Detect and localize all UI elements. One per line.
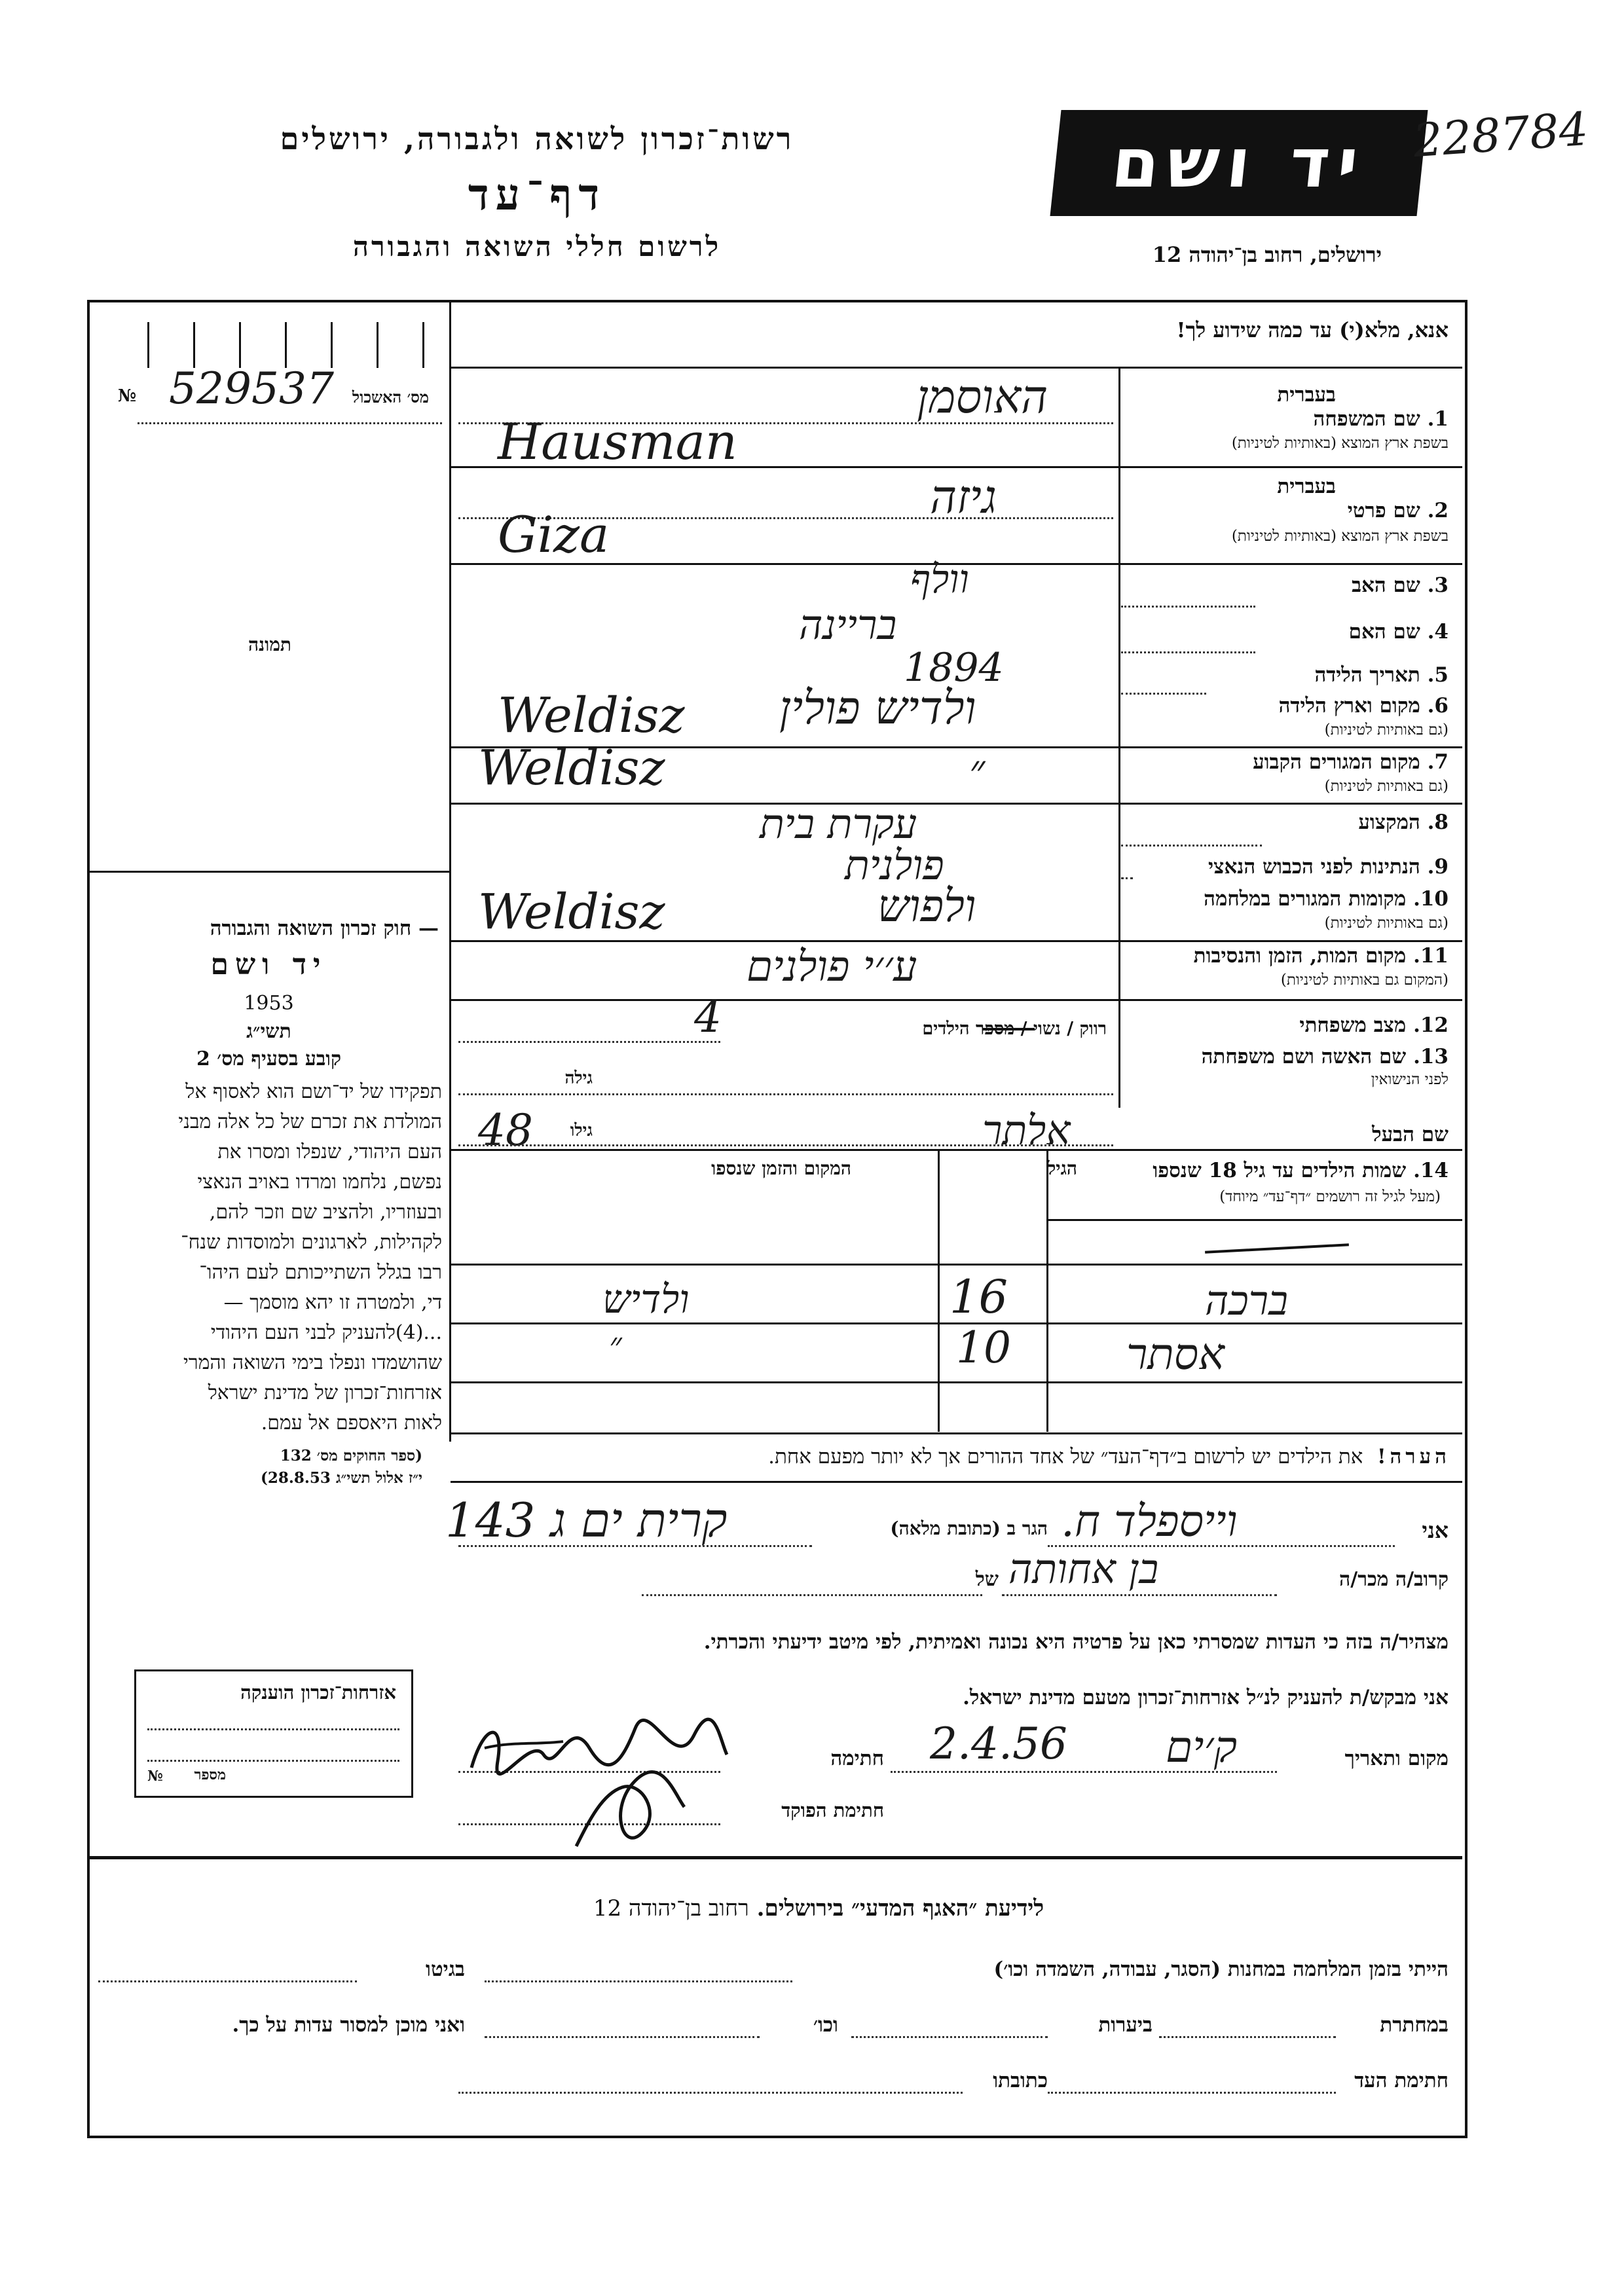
field-6-sub: (גם באותיות לטיניות) bbox=[1324, 721, 1449, 738]
law-year-heb: תשי״ג bbox=[246, 1020, 291, 1043]
field-6-latin-value: Weldisz bbox=[498, 687, 685, 744]
law-line-6: לקהילות, לארגונים ולמוסדות שנח־ bbox=[181, 1231, 442, 1254]
field-12-label-text: מצב משפחתי bbox=[1299, 1013, 1407, 1037]
field-4-label bbox=[1349, 620, 1449, 644]
law-paragraph bbox=[98, 1077, 442, 1438]
note bbox=[768, 1445, 1450, 1468]
law-year-greg: 1953 bbox=[244, 992, 294, 1015]
children-row-1 bbox=[451, 1264, 1462, 1266]
field-8-label bbox=[1358, 811, 1449, 834]
decl-resides-value: קרית ים ג 143 bbox=[445, 1493, 728, 1548]
children-row-3 bbox=[451, 1381, 1462, 1383]
field-12-line bbox=[458, 1041, 720, 1043]
footer-heading-address: רחוב בן־יהודה 12 bbox=[593, 1895, 749, 1922]
footer-line2-c: וכו׳ bbox=[813, 2013, 838, 2037]
law-line-10: שהושמדו ונפלו בימי השואה והמרי bbox=[183, 1351, 442, 1374]
child-2-place: ולדיש bbox=[602, 1277, 690, 1322]
field-1-num: 1. bbox=[1427, 407, 1449, 431]
field-10-label-text: מקומות המגורים במלחמה bbox=[1204, 887, 1407, 911]
child-3-name: אסתר bbox=[1126, 1329, 1225, 1379]
children-col-divider-1 bbox=[938, 1150, 940, 1432]
file-number-label: מס׳ האשכול bbox=[352, 388, 429, 407]
note-bottom bbox=[451, 1481, 1462, 1483]
field-9-label bbox=[1208, 855, 1449, 879]
decl-resides-line bbox=[458, 1545, 812, 1547]
footer-heading bbox=[458, 1895, 1179, 1922]
note-label: הערה! bbox=[1376, 1445, 1450, 1468]
field-2-label bbox=[1348, 499, 1449, 522]
decl-official-signature-label: חתימת הפוקד bbox=[781, 1799, 884, 1821]
field-4-label-text: שם האם bbox=[1348, 620, 1420, 644]
decl-i-label: אני bbox=[1422, 1518, 1449, 1543]
field-12-strike bbox=[982, 1028, 1035, 1030]
child-2-name: ברכה bbox=[1205, 1277, 1288, 1324]
photo-label: תמונה bbox=[248, 634, 291, 655]
law-line-9: ...(4)להעניק לבני העם היהודי bbox=[210, 1321, 442, 1344]
decl-relation-label: קרוב/ה מכר/ה bbox=[1339, 1568, 1449, 1591]
children-title-text: שמות הילדים עד גיל 18 שנספו bbox=[1153, 1159, 1407, 1182]
decl-place-line bbox=[891, 1771, 1277, 1773]
husband-label: שם הבעל bbox=[1372, 1123, 1449, 1146]
logo-text: יד ושם bbox=[1108, 123, 1370, 203]
address: ירושלים, רחוב בן־יהודה 12 bbox=[1152, 242, 1382, 267]
footer-line1-blank bbox=[485, 1980, 792, 1982]
decl-place-value: ק׳ים bbox=[1166, 1722, 1238, 1772]
field-13-line bbox=[458, 1093, 1113, 1095]
children-bottom bbox=[451, 1432, 1462, 1434]
footer-line3-blank-a bbox=[1048, 2092, 1336, 2094]
photo-bottom-line bbox=[88, 871, 449, 873]
footer-line3-blank-b bbox=[458, 2092, 963, 2094]
footer-line1-end: בגיטו bbox=[426, 1958, 465, 1981]
field-5-num: 5. bbox=[1427, 663, 1449, 687]
field-11-label-text: מקום המות, הזמן והנסיבות bbox=[1193, 944, 1407, 968]
file-number-prefix: № bbox=[118, 386, 137, 406]
decl-i-value: וייספלד ח. bbox=[1061, 1496, 1238, 1546]
citizenship-number-prefix: № bbox=[147, 1768, 163, 1785]
file-number-value: 529537 bbox=[169, 363, 334, 414]
children-title bbox=[1153, 1159, 1449, 1182]
decl-relation-line bbox=[1002, 1594, 1277, 1596]
field-2-latin-value: Giza bbox=[498, 505, 610, 564]
field-10-bottom bbox=[451, 940, 1462, 942]
institution-name: רשות־זכרון לשואה ולגבורה, ירושלים bbox=[280, 121, 794, 156]
field-3-label bbox=[1352, 574, 1449, 597]
field-1-hebrew-tag: בעברית bbox=[1277, 383, 1336, 407]
field-9-value: פולנית bbox=[845, 841, 944, 889]
field-13-label bbox=[1202, 1045, 1449, 1068]
law-name: יד ושם bbox=[210, 948, 327, 981]
field-6-label bbox=[1279, 694, 1449, 718]
field-4-num: 4. bbox=[1427, 620, 1449, 644]
footer-line3-b: כתובתו bbox=[993, 2069, 1048, 2092]
children-subtitle: (מעל לגיל זה רושמים ״דף־עד״ מיוחד) bbox=[1219, 1188, 1441, 1205]
field-11-sub: (המקום גם באותיות לטיניות) bbox=[1280, 972, 1449, 989]
law-line-7: רבו בגלל השתייכותם לעם היהו־ bbox=[199, 1261, 442, 1284]
field-8-line bbox=[1121, 845, 1262, 847]
citizenship-title: אזרחות־זכרון הוענקה bbox=[240, 1681, 396, 1704]
husband-age-value: 48 bbox=[478, 1105, 533, 1156]
field-2-num: 2. bbox=[1427, 499, 1449, 522]
field-12-num: 12. bbox=[1413, 1013, 1449, 1037]
law-citation-1: (ספר החוקים מס׳ 132 bbox=[280, 1447, 422, 1465]
husband-line bbox=[458, 1144, 1113, 1146]
field-1-label-text: שם המשפחה bbox=[1313, 407, 1420, 431]
law-citation-2: י״ז אלול תשי״ג 28.8.53) bbox=[261, 1469, 422, 1487]
field-1-sub: בשפת ארץ המוצא (באותיות לטיניות) bbox=[1231, 435, 1449, 452]
children-col-age: הגיל bbox=[1047, 1157, 1077, 1179]
field-6-num: 6. bbox=[1427, 694, 1449, 718]
decl-resides-label: הגר ב (כתובת מלאה) bbox=[890, 1518, 1048, 1539]
form-subtitle: לרשום חללי השואה והגבורה bbox=[352, 230, 722, 263]
fields-top-line bbox=[451, 367, 1462, 369]
field-3-num: 3. bbox=[1427, 574, 1449, 597]
law-line-11: אזרחות־זכרון של מדינת ישראל bbox=[208, 1381, 442, 1404]
field-10-hebrew-value: ולפוש bbox=[877, 881, 976, 932]
field-7-label-text: מקום המגורים הקבוע bbox=[1253, 750, 1420, 774]
footer-line2-blank-b bbox=[851, 2036, 1048, 2038]
field-11-label bbox=[1194, 944, 1449, 968]
footer-line2-end: ואני מוכן למסור עדות על כך. bbox=[232, 2013, 465, 2037]
children-header-bottom bbox=[1048, 1219, 1462, 1221]
field-5-label bbox=[1314, 663, 1449, 687]
field-10-sub: (גם באותיות לטיניות) bbox=[1324, 915, 1449, 932]
field-13-label-text: שם האשה ושם משפחתה bbox=[1201, 1045, 1407, 1068]
field-11-value: ע׳׳י פולנים bbox=[747, 943, 917, 991]
decl-of-line bbox=[642, 1594, 982, 1596]
law-line-12: לאות היאספם אל עמם. bbox=[261, 1412, 442, 1434]
citizenship-line-1 bbox=[147, 1728, 399, 1730]
husband-value: אלתר bbox=[982, 1106, 1071, 1154]
field-6-label-text: מקום וארץ הלידה bbox=[1278, 694, 1420, 718]
children-col-place: המקום והזמן שנספו bbox=[711, 1157, 851, 1179]
citizenship-number-label: מספר bbox=[194, 1766, 226, 1783]
field-12-children-count: 4 bbox=[694, 992, 722, 1042]
footer-line2-blank-a bbox=[1159, 2036, 1336, 2038]
archive-number: 228784 bbox=[1411, 101, 1590, 168]
field-3-value: וולף bbox=[910, 556, 969, 602]
law-section: קובע בסעיף מס׳ 2 bbox=[196, 1048, 342, 1070]
official-signature bbox=[563, 1768, 694, 1853]
husband-age-label: גילו bbox=[570, 1121, 593, 1140]
field-3-label-text: שם האב bbox=[1352, 574, 1420, 597]
label-column-divider bbox=[1118, 368, 1120, 1108]
decl-declare-text: מצהיר/ה בזה כי העדות שמסרתי כאן על פרטיה היא נכונה ואמיתית, לפי מיטב ידיעתי והכרתי. bbox=[703, 1630, 1449, 1654]
law-line-3: העם היהודי, שנפלו ומסרו את bbox=[217, 1140, 442, 1163]
field-4-value: בריינה bbox=[799, 601, 897, 649]
field-7-label bbox=[1253, 750, 1449, 774]
field-1-bottom bbox=[451, 466, 1462, 468]
field-3-line bbox=[1121, 606, 1255, 608]
field-9-label-text: הנתינות לפני הכבוש הנאצי bbox=[1208, 855, 1420, 879]
field-7-num: 7. bbox=[1427, 750, 1449, 774]
field-12-label bbox=[1299, 1013, 1449, 1037]
left-column-divider bbox=[449, 302, 451, 1442]
field-8-num: 8. bbox=[1427, 811, 1449, 834]
field-1-label bbox=[1314, 407, 1449, 431]
field-5-line bbox=[1121, 693, 1206, 695]
decl-signature-label: חתימה bbox=[830, 1747, 884, 1770]
field-7-latin-value: Weldisz bbox=[478, 740, 665, 796]
field-13-num: 13. bbox=[1413, 1045, 1449, 1068]
field-6-hebrew-value: ולדיש פולין bbox=[779, 681, 976, 735]
decl-relation-value: בן אחותה bbox=[1008, 1545, 1159, 1593]
field-9-line bbox=[1121, 877, 1133, 879]
field-2-hebrew-value: גיזה bbox=[930, 470, 997, 524]
children-col-divider-2 bbox=[1046, 1150, 1048, 1432]
footer-heading-text: לידיעת ״האגף המדעי״ בירושלים. bbox=[756, 1895, 1044, 1922]
field-13-sub: לפני הנישואין bbox=[1371, 1071, 1449, 1088]
field-1-hebrew-value: האוסמן bbox=[917, 370, 1048, 424]
field-7-hebrew-value: ״ bbox=[969, 746, 986, 795]
field-10-num: 10. bbox=[1413, 887, 1449, 911]
children-top bbox=[451, 1149, 1462, 1151]
field-11-bottom bbox=[451, 999, 1462, 1001]
field-8-value: עקרת בית bbox=[760, 800, 917, 848]
field-2-sub: בשפת ארץ המוצא (באותיות לטיניות) bbox=[1231, 528, 1449, 545]
field-5-value: 1894 bbox=[904, 645, 1004, 691]
field-13-age-label: גילה bbox=[564, 1068, 593, 1088]
field-12-options: רווק / נשוי / מספר הילדים bbox=[922, 1019, 1107, 1039]
decl-date-value: 2.4.56 bbox=[930, 1719, 1067, 1769]
field-7-bottom bbox=[451, 803, 1462, 805]
footer-line1-start: הייתי בזמן המלחמה במחנות (הסגר, עבודה, השמדה וכו׳) bbox=[993, 1958, 1449, 1981]
child-3-age: 10 bbox=[956, 1322, 1011, 1373]
field-5-label-text: תאריך הלידה bbox=[1314, 663, 1420, 687]
field-9-num: 9. bbox=[1427, 855, 1449, 879]
intro-text: אנא, מלא(י) עד כמה שידוע לך! bbox=[1176, 318, 1449, 342]
field-10-latin-value: Weldisz bbox=[478, 884, 665, 940]
field-2-hebrew-tag: בעברית bbox=[1277, 475, 1336, 498]
field-10-label bbox=[1204, 887, 1449, 911]
file-number-ticks bbox=[88, 302, 449, 368]
law-line-1: תפקידו של יד־ושם הוא לאסוף אל bbox=[185, 1080, 442, 1103]
law-line-5: ובעוזריו, ולהציב שם וזכר להם, bbox=[209, 1201, 442, 1224]
footer-line2-a: במחתרת bbox=[1380, 2013, 1449, 2037]
footer-line2-b: ביערות bbox=[1098, 2013, 1153, 2037]
footer-line1-blank-2 bbox=[98, 1980, 357, 1982]
field-7-sub: (גם באותיות לטיניות) bbox=[1324, 778, 1449, 795]
file-number-line bbox=[138, 422, 442, 424]
field-2-label-text: שם פרטי bbox=[1347, 499, 1420, 522]
field-11-num: 11. bbox=[1413, 944, 1449, 968]
field-8-label-text: המקצוע bbox=[1358, 811, 1420, 834]
child-2-age: 16 bbox=[950, 1270, 1008, 1324]
law-line-2: המולדת את זכרם של כל אלה מבני bbox=[178, 1110, 442, 1133]
decl-of-label: של bbox=[975, 1568, 999, 1591]
law-title: — חוק זכרון השואה והגבורה bbox=[210, 917, 439, 940]
yad-vashem-logo bbox=[1050, 110, 1428, 216]
decl-place-date-label: מקום ותאריך bbox=[1344, 1747, 1449, 1770]
field-1-latin-value: Hausman bbox=[498, 412, 737, 471]
law-line-4: נפשם, נלחמו ומרדו באויב הנאצי bbox=[197, 1171, 442, 1194]
child-3-place: ״ bbox=[609, 1326, 622, 1365]
decl-request-text: אני מבקש/ת להעניק לנ״ל אזרחות־זכרון מטעם מדינת ישראל. bbox=[963, 1686, 1449, 1709]
footer-line2-blank-c bbox=[485, 2036, 760, 2038]
footer-line3-a: חתימת העד bbox=[1354, 2069, 1449, 2092]
note-text: את הילדים יש לרשום ב״דף־העד״ של אחד ההורים אך לא יותר מפעם אחת. bbox=[768, 1445, 1363, 1468]
citizenship-line-2 bbox=[147, 1760, 399, 1762]
children-num: 14. bbox=[1413, 1159, 1449, 1182]
law-line-8: די, ולמטרה זו יהא מוסמך — bbox=[223, 1291, 442, 1314]
form-title: דף־עד bbox=[468, 169, 606, 220]
footer-separator bbox=[88, 1856, 1462, 1859]
field-4-line bbox=[1121, 651, 1255, 653]
